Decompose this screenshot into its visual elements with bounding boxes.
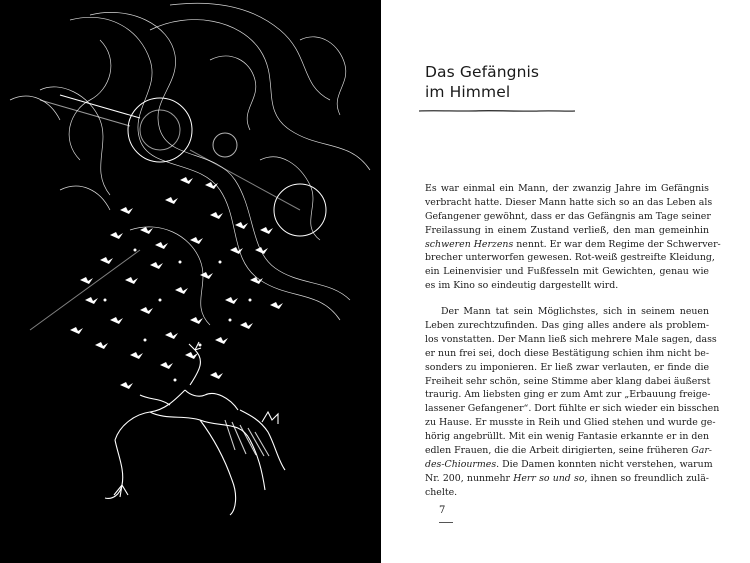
text-line: hörig angebrüllt. Mit ein wenig Fantasie erkannte er in den: [425, 431, 709, 443]
text-line: sonders zu imponieren. Er ließ zwar verlauten, er finde die: [425, 361, 709, 373]
text-line-with-italic: schweren Herzens nennt. Er war dem Regime der Schwerver-: [425, 238, 721, 250]
text-line: verbracht hatte. Dieser Mann hatte sich so an das Leben als: [425, 196, 713, 208]
text-line: zu Hause. Er musste in Reih und Glied stehen und wurde ge-: [425, 417, 716, 429]
title-divider-rule: [419, 108, 575, 114]
creature-figure: [105, 342, 285, 515]
text-page: [381, 0, 750, 563]
italic-phrase: schweren Herzens: [425, 238, 514, 250]
text-line: Gefangener gewöhnt, dass er das Gefängnis am Tage seiner: [425, 210, 711, 222]
paragraph-1: [425, 182, 721, 293]
text-line: los vonstatten. Der Mann ließ sich mehrere Male sagen, dass: [425, 333, 717, 345]
topographic-lines: [10, 3, 370, 325]
page-number: 7: [439, 505, 446, 516]
globe-circles: [30, 95, 326, 330]
text-line: Es war einmal ein Mann, der zwanzig Jahre im Gefängnis: [425, 183, 709, 194]
text-line: ein Leinenvisier und Fußfesseln mit Gewichten, genau wie: [425, 266, 709, 278]
text-line: Freiheit sehr schön, seine Stimme aber klang dabei äußerst: [425, 375, 711, 387]
chapter-title-line-1: Das Gefängnis: [425, 63, 540, 82]
page-number-rule: [439, 522, 453, 523]
text-line: er nun frei sei, doch diese Bestätigung schien ihm nicht be-: [425, 347, 709, 359]
text-line: Freilassung in einem Zustand verließ, den man gemeinhin: [425, 224, 709, 236]
text-line: es im Kino so eindeutig dargestellt wird.: [425, 280, 619, 292]
text-line: Leben zurechtzufinden. Das ging alles andere als problem-: [425, 320, 709, 332]
text-line: lassener Gefangener“. Dort fühlte er sich wieder ein bisschen: [425, 403, 720, 415]
text-line: chelte.: [425, 486, 458, 498]
bird-cloud: [70, 177, 283, 389]
text-line-with-italic: Nr. 200, nunmehr Herr so und so, ihnen so freundlich zulä-: [425, 472, 709, 484]
text-line: traurig. Am liebsten ging er zum Amt zur „Erbauung freige-: [425, 389, 711, 401]
text-line-with-italic: des-Chiourmes. Die Damen konnten nicht verstehen, warum: [425, 458, 713, 470]
chapter-title-line-2: im Himmel: [425, 83, 511, 102]
paragraph-2: [425, 305, 720, 499]
text-line: brecher unterworfen gewesen. Rot-weiß gestreifte Kleidung,: [425, 252, 715, 264]
text-line: Der Mann tat sein Möglichstes, sich in seinem neuen: [441, 306, 709, 318]
text-line-with-italic: edlen Frauen, die die Arbeit dirigierten, seine früheren Gar-: [425, 445, 712, 457]
body-text: [425, 182, 721, 500]
chapter-title: [425, 62, 685, 102]
